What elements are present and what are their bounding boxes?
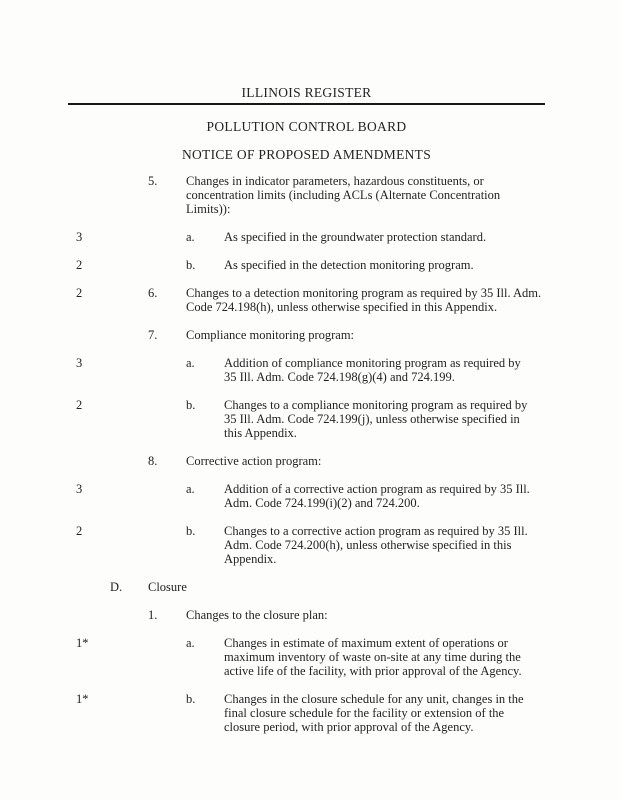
item-label: 8. [148,454,158,468]
item-label: b. [186,692,196,706]
item-label: a. [186,636,195,650]
item-label: b. [186,258,196,272]
item-label: D. [110,580,123,594]
outline-row-item1 [68,608,545,622]
item-text: Changes in estimate of maximum extent of operations or maximum inventory of waste on-site at any time during the active life of the facility, with prior approval of the Agency. [224,636,522,678]
item-text: Closure [148,580,187,594]
item-label: a. [186,356,195,370]
page-content [68,86,545,748]
item-text: Changes to a detection monitoring program as required by 35 Ill. Adm. Code 724.198(h), unless otherwise specified in this Appendix. [186,286,542,314]
outline-row-1a [68,636,545,678]
margin-rating: 1* [76,692,89,706]
item-text: Changes in the closure schedule for any unit, changes in the final closure schedule for the facility or extension of the closure period, with prior approval of the Agency. [224,692,524,734]
item-text: As specified in the detection monitoring program. [224,258,474,272]
outline-row-8b [68,524,545,566]
item-text: Changes in indicator parameters, hazardous constituents, or concentration limits (including ACLs (Alternate Concentration Limits)): [186,174,501,216]
item-label: b. [186,524,196,538]
outline-row-item5 [68,174,545,216]
outline-row-7b [68,398,545,440]
item-text: Changes to a corrective action program as required by 35 Ill. Adm. Code 724.200(h), unless otherwise specified in this Appendix. [224,524,528,566]
item-text: Changes to the closure plan: [186,608,328,622]
board-title: POLLUTION CONTROL BOARD [206,119,407,134]
outline-row-item7 [68,328,545,342]
item-text: Compliance monitoring program: [186,328,355,342]
margin-rating: 2 [76,398,83,412]
outline-row-item6 [68,286,545,314]
item-label: 1. [148,608,158,622]
notice-title: NOTICE OF PROPOSED AMENDMENTS [181,147,432,162]
outline-row-1b [68,692,545,734]
item-label: 6. [148,286,158,300]
margin-rating: 3 [76,356,83,370]
outline-list [68,174,545,734]
margin-rating: 3 [76,230,83,244]
outline-row-8a [68,482,545,510]
outline-row-sectionD [68,580,545,594]
item-text: Corrective action program: [186,454,322,468]
item-text: Addition of compliance monitoring program as required by 35 Ill. Adm. Code 724.198(g)(4) and 724.199. [224,356,521,384]
item-label: 7. [148,328,158,342]
item-label: 5. [148,174,158,188]
outline-row-5a [68,230,545,244]
item-text: Changes to a compliance monitoring program as required by 35 Ill. Adm. Code 724.199(j), unless otherwise specified in this Appendix. [224,398,528,440]
page-title: ILLINOIS REGISTER [241,85,372,100]
outline-row-5b [68,258,545,272]
header-rule [68,103,545,105]
margin-rating: 1* [76,636,89,650]
item-label: a. [186,482,195,496]
margin-rating: 2 [76,286,83,300]
margin-rating: 2 [76,258,83,272]
item-text: Addition of a corrective action program as required by 35 Ill. Adm. Code 724.199(i)(2) and 724.200. [224,482,530,510]
outline-row-7a [68,356,545,384]
item-label: a. [186,230,195,244]
outline-row-item8 [68,454,545,468]
item-label: b. [186,398,196,412]
margin-rating: 2 [76,524,83,538]
item-text: As specified in the groundwater protection standard. [224,230,487,244]
margin-rating: 3 [76,482,83,496]
